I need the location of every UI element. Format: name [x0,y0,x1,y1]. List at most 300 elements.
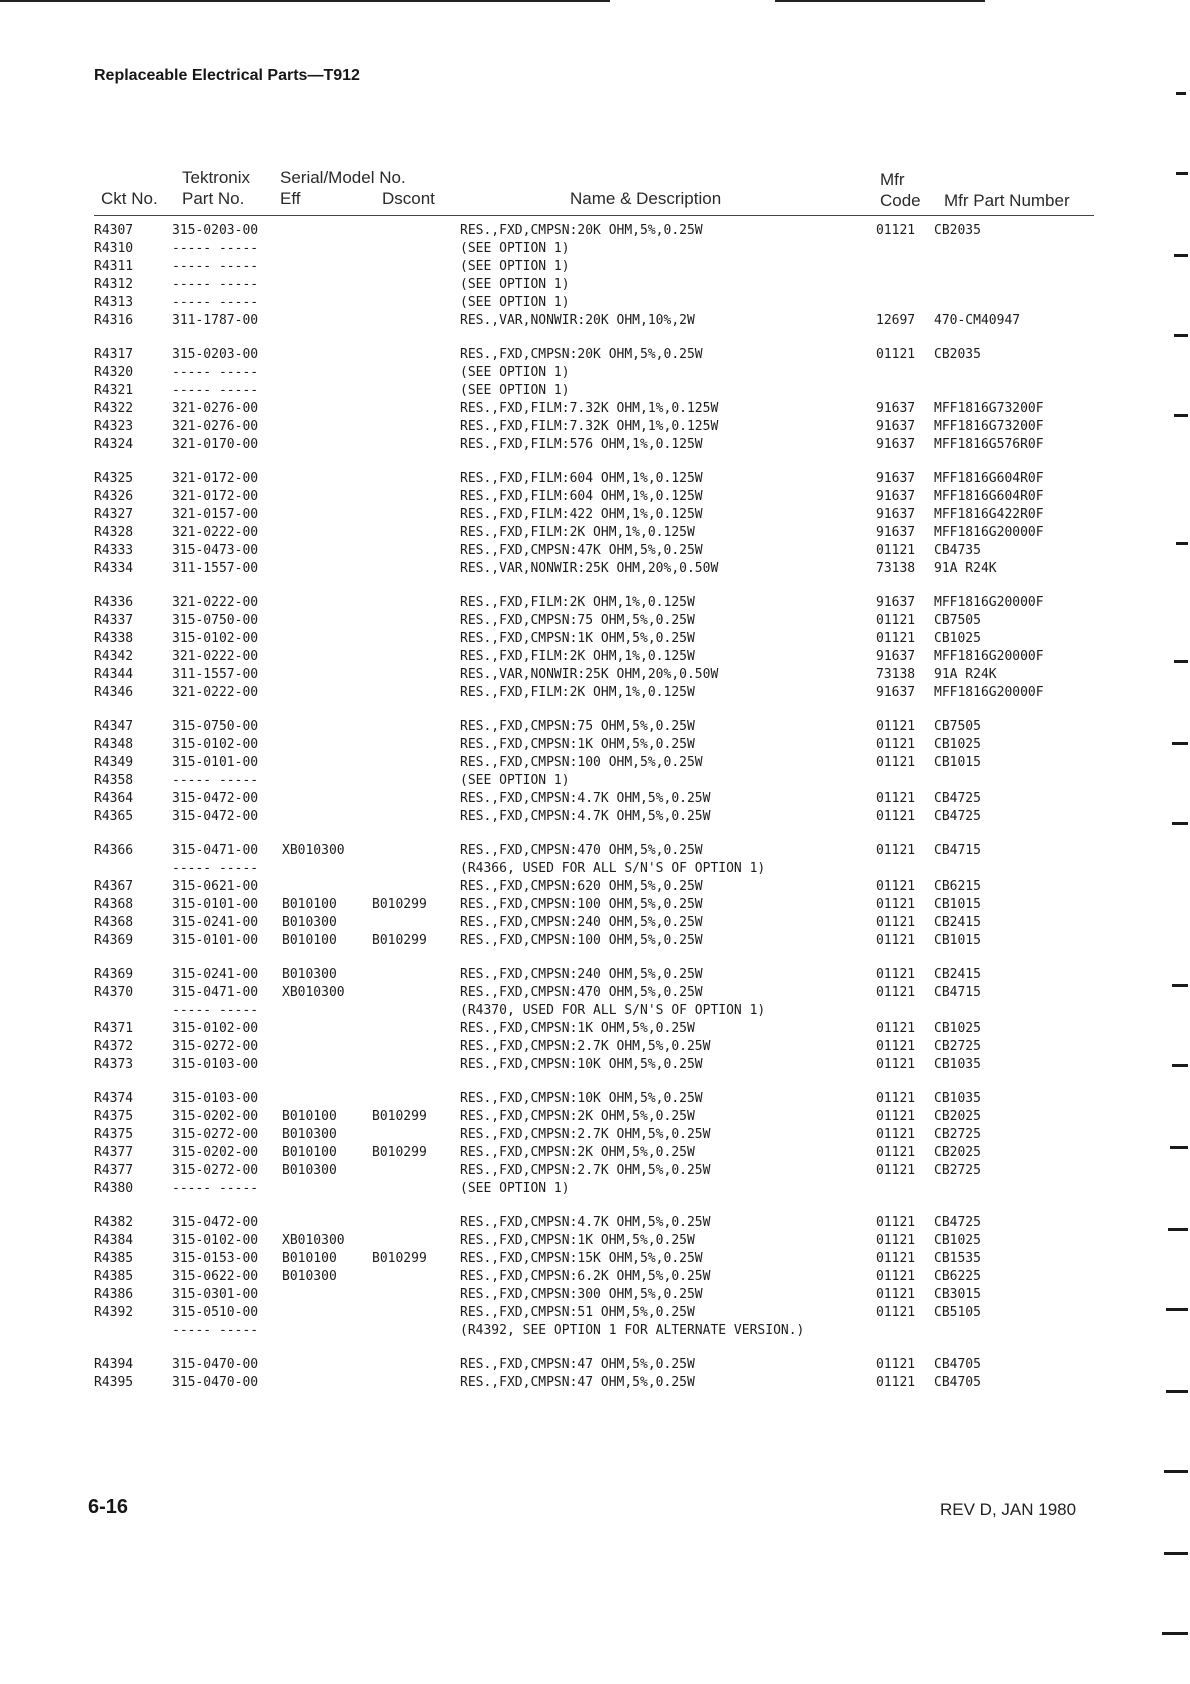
table-row [0,1268,1190,1286]
description: RES.,FXD,CMPSN:620 OHM,5%,0.25W [460,879,703,894]
ckt-no: R4394 [94,1357,134,1372]
table-row [0,932,1190,950]
ckt-no: R4349 [94,755,134,770]
ckt-no: R4328 [94,525,134,540]
description: RES.,FXD,CMPSN:75 OHM,5%,0.25W [460,719,695,734]
table-row [0,808,1190,826]
mfr-part-number: MFF1816G20000F [934,595,1044,610]
table-row [0,1038,1190,1056]
mfr-code: 12697 [876,313,916,328]
table-row [0,1002,1190,1020]
table-row [0,1090,1190,1108]
tek-part-no: 315-0272-00 [172,1127,259,1142]
tek-part-no: 315-0750-00 [172,613,259,628]
description: (SEE OPTION 1) [460,295,570,310]
tek-part-no: 315-0472-00 [172,791,259,806]
mfr-code: 01121 [876,985,916,1000]
mfr-code: 01121 [876,347,916,362]
description: RES.,FXD,CMPSN:2K OHM,5%,0.25W [460,1145,695,1160]
table-row [0,1162,1190,1180]
description: RES.,FXD,CMPSN:100 OHM,5%,0.25W [460,933,703,948]
mfr-code: 01121 [876,1127,916,1142]
ckt-no: R4385 [94,1269,134,1284]
mfr-code: 91637 [876,685,916,700]
tek-part-no: 315-0102-00 [172,1021,259,1036]
table-row [0,860,1190,878]
tek-part-no: 315-0202-00 [172,1145,259,1160]
table-row [0,914,1190,932]
description: (SEE OPTION 1) [460,277,570,292]
mfr-part-number: CB2725 [934,1127,981,1142]
mfr-part-number: MFF1816G422R0F [934,507,1044,522]
tek-part-no: 315-0102-00 [172,737,259,752]
ckt-no: R4386 [94,1287,134,1302]
tek-part-no: 311-1787-00 [172,313,259,328]
description: (SEE OPTION 1) [460,1181,570,1196]
table-row [0,736,1190,754]
mfr-code: 01121 [876,879,916,894]
mfr-code: 01121 [876,1109,916,1124]
description: RES.,FXD,CMPSN:47 OHM,5%,0.25W [460,1375,695,1390]
serial-eff: B010100 [282,897,337,912]
col-mfr-part-number: Mfr Part Number [944,191,1070,210]
table-row [0,984,1190,1002]
table-row [0,506,1190,524]
table-row [0,1374,1190,1392]
mfr-part-number: CB1015 [934,755,981,770]
table-row [0,1214,1190,1232]
tek-part-no: 321-0276-00 [172,419,259,434]
tek-part-no: 315-0471-00 [172,985,259,1000]
mfr-part-number: CB2025 [934,1109,981,1124]
ckt-no: R4321 [94,383,134,398]
mfr-part-number: CB7505 [934,719,981,734]
ckt-no: R4320 [94,365,134,380]
description: RES.,FXD,CMPSN:1K OHM,5%,0.25W [460,1021,695,1036]
tek-part-no: 315-0101-00 [172,933,259,948]
mfr-code: 01121 [876,1057,916,1072]
mfr-part-number: CB2415 [934,967,981,982]
mfr-part-number: CB4725 [934,791,981,806]
mfr-code: 01121 [876,809,916,824]
ckt-no: R4311 [94,259,134,274]
ckt-no: R4323 [94,419,134,434]
col-name-description: Name & Description [570,189,722,208]
mfr-code: 01121 [876,1269,916,1284]
group-spacer [0,330,1190,346]
tek-part-no: 315-0301-00 [172,1287,259,1302]
tek-part-no: 311-1557-00 [172,667,259,682]
ckt-no: R4366 [94,843,134,858]
mfr-part-number: CB4735 [934,543,981,558]
ckt-no: R4364 [94,791,134,806]
mfr-part-number: CB1035 [934,1091,981,1106]
description: RES.,FXD,FILM:7.32K OHM,1%,0.125W [460,401,719,416]
mfr-code: 91637 [876,507,916,522]
mfr-part-number: CB2035 [934,223,981,238]
table-row [0,436,1190,454]
table-row [0,1232,1190,1250]
mfr-code: 01121 [876,1251,916,1266]
mfr-code: 73138 [876,561,916,576]
mfr-part-number: CB1535 [934,1251,981,1266]
mfr-code: 91637 [876,401,916,416]
table-row [0,240,1190,258]
tek-part-no: 321-0170-00 [172,437,259,452]
description: RES.,FXD,CMPSN:47K OHM,5%,0.25W [460,543,703,558]
mfr-code: 01121 [876,737,916,752]
description: (R4366, USED FOR ALL S/N'S OF OPTION 1) [460,861,766,876]
mfr-part-number: MFF1816G73200F [934,401,1044,416]
mfr-code: 01121 [876,791,916,806]
serial-eff: B010100 [282,1145,337,1160]
mfr-code: 91637 [876,489,916,504]
ckt-no: R4313 [94,295,134,310]
tek-part-no: 315-0101-00 [172,755,259,770]
tek-part-no: 315-0471-00 [172,843,259,858]
col-serial-model: Serial/Model No. [280,168,406,187]
tek-part-no: ----- ----- [172,365,259,380]
ckt-no: R4369 [94,967,134,982]
tek-part-no: ----- ----- [172,295,259,310]
mfr-part-number: CB1025 [934,631,981,646]
ckt-no: R4310 [94,241,134,256]
table-row [0,470,1190,488]
table-row [0,1356,1190,1374]
ckt-no: R4334 [94,561,134,576]
tek-part-no: 321-0157-00 [172,507,259,522]
table-row [0,790,1190,808]
ckt-no: R4347 [94,719,134,734]
table-row [0,1250,1190,1268]
table-row [0,878,1190,896]
table-row [0,612,1190,630]
table-row [0,400,1190,418]
table-row [0,488,1190,506]
mfr-part-number: CB4705 [934,1375,981,1390]
serial-eff: B010100 [282,1251,337,1266]
mfr-part-number: 91A R24K [934,667,997,682]
description: RES.,FXD,CMPSN:1K OHM,5%,0.25W [460,737,695,752]
description: RES.,FXD,CMPSN:1K OHM,5%,0.25W [460,631,695,646]
table-row [0,754,1190,772]
ckt-no: R4372 [94,1039,134,1054]
ckt-no: R4368 [94,897,134,912]
table-row [0,560,1190,578]
tek-part-no: 311-1557-00 [172,561,259,576]
mfr-code: 01121 [876,543,916,558]
mfr-code: 01121 [876,1287,916,1302]
description: RES.,FXD,CMPSN:2.7K OHM,5%,0.25W [460,1163,711,1178]
mfr-part-number: MFF1816G604R0F [934,471,1044,486]
mfr-part-number: CB2025 [934,1145,981,1160]
tek-part-no: 321-0172-00 [172,489,259,504]
tek-part-no: 315-0102-00 [172,631,259,646]
tek-part-no: 315-0241-00 [172,967,259,982]
table-row [0,718,1190,736]
mfr-part-number: MFF1816G20000F [934,525,1044,540]
table-row [0,258,1190,276]
col-tektronix: Tektronix [182,168,251,187]
tek-part-no: 315-0750-00 [172,719,259,734]
tek-part-no: 315-0621-00 [172,879,259,894]
description: RES.,FXD,CMPSN:47 OHM,5%,0.25W [460,1357,695,1372]
mfr-code: 01121 [876,613,916,628]
mfr-part-number: CB6215 [934,879,981,894]
ckt-no: R4368 [94,915,134,930]
ckt-no: R4365 [94,809,134,824]
description: RES.,FXD,CMPSN:20K OHM,5%,0.25W [460,223,703,238]
mfr-code: 01121 [876,1091,916,1106]
ckt-no: R4307 [94,223,134,238]
table-row [0,312,1190,330]
header-rule [94,215,1094,216]
mfr-code: 01121 [876,755,916,770]
mfr-code: 01121 [876,915,916,930]
mfr-code: 01121 [876,1357,916,1372]
table-row [0,966,1190,984]
mfr-code: 01121 [876,897,916,912]
tek-part-no: ----- ----- [172,773,259,788]
serial-eff: XB010300 [282,843,345,858]
table-row [0,666,1190,684]
table-row [0,648,1190,666]
description: RES.,VAR,NONWIR:25K OHM,20%,0.50W [460,667,719,682]
mfr-part-number: MFF1816G73200F [934,419,1044,434]
top-border-right [775,0,985,2]
description: RES.,FXD,CMPSN:75 OHM,5%,0.25W [460,613,695,628]
ckt-no: R4358 [94,773,134,788]
mfr-part-number: CB6225 [934,1269,981,1284]
ckt-no: R4344 [94,667,134,682]
serial-dscont: B010299 [372,1109,427,1124]
description: RES.,FXD,FILM:604 OHM,1%,0.125W [460,471,703,486]
description: RES.,FXD,CMPSN:240 OHM,5%,0.25W [460,915,703,930]
mfr-code: 01121 [876,1021,916,1036]
description: RES.,VAR,NONWIR:20K OHM,10%,2W [460,313,695,328]
serial-eff: B010300 [282,1163,337,1178]
ckt-no: R4373 [94,1057,134,1072]
description: (SEE OPTION 1) [460,241,570,256]
table-row [0,1322,1190,1340]
tek-part-no: 321-0222-00 [172,525,259,540]
serial-dscont: B010299 [372,1145,427,1160]
tek-part-no: 315-0272-00 [172,1163,259,1178]
col-dscont: Dscont [382,189,435,208]
tek-part-no: ----- ----- [172,1323,259,1338]
mfr-code: 01121 [876,843,916,858]
description: RES.,FXD,CMPSN:2K OHM,5%,0.25W [460,1109,695,1124]
description: RES.,FXD,FILM:422 OHM,1%,0.125W [460,507,703,522]
mfr-code: 01121 [876,1145,916,1160]
col-code: Code [880,191,921,210]
description: RES.,FXD,CMPSN:10K OHM,5%,0.25W [460,1057,703,1072]
ckt-no: R4337 [94,613,134,628]
description: RES.,FXD,CMPSN:240 OHM,5%,0.25W [460,967,703,982]
col-eff: Eff [280,189,301,208]
serial-dscont: B010299 [372,933,427,948]
mfr-part-number: CB4725 [934,1215,981,1230]
table-row [0,842,1190,860]
ckt-no: R4385 [94,1251,134,1266]
ckt-no: R4375 [94,1127,134,1142]
mfr-part-number: CB4715 [934,843,981,858]
description: RES.,FXD,CMPSN:4.7K OHM,5%,0.25W [460,791,711,806]
tek-part-no: 315-0473-00 [172,543,259,558]
description: RES.,VAR,NONWIR:25K OHM,20%,0.50W [460,561,719,576]
description: RES.,FXD,FILM:2K OHM,1%,0.125W [460,649,695,664]
description: RES.,FXD,CMPSN:470 OHM,5%,0.25W [460,985,703,1000]
mfr-part-number: CB1015 [934,933,981,948]
description: RES.,FXD,CMPSN:4.7K OHM,5%,0.25W [460,809,711,824]
ckt-no: R4370 [94,985,134,1000]
table-row [0,294,1190,312]
mfr-code: 73138 [876,667,916,682]
col-ckt-no: Ckt No. [101,189,158,208]
description: RES.,FXD,FILM:2K OHM,1%,0.125W [460,525,695,540]
mfr-code: 01121 [876,223,916,238]
description: RES.,FXD,CMPSN:100 OHM,5%,0.25W [460,755,703,770]
tek-part-no: 315-0103-00 [172,1057,259,1072]
mfr-part-number: 470-CM40947 [934,313,1021,328]
tek-part-no: 321-0222-00 [172,595,259,610]
description: RES.,FXD,CMPSN:2.7K OHM,5%,0.25W [460,1039,711,1054]
group-spacer [0,578,1190,594]
description: RES.,FXD,FILM:604 OHM,1%,0.125W [460,489,703,504]
ckt-no: R4342 [94,649,134,664]
tek-part-no: 315-0510-00 [172,1305,259,1320]
ckt-no: R4333 [94,543,134,558]
top-border-left [0,0,610,2]
tek-part-no: ----- ----- [172,259,259,274]
mfr-part-number: CB1025 [934,737,981,752]
table-row [0,1126,1190,1144]
description: RES.,FXD,CMPSN:10K OHM,5%,0.25W [460,1091,703,1106]
tek-part-no: ----- ----- [172,861,259,876]
mfr-part-number: MFF1816G20000F [934,685,1044,700]
table-row [0,1108,1190,1126]
description: RES.,FXD,CMPSN:51 OHM,5%,0.25W [460,1305,695,1320]
description: (SEE OPTION 1) [460,365,570,380]
tek-part-no: 315-0103-00 [172,1091,259,1106]
description: RES.,FXD,CMPSN:6.2K OHM,5%,0.25W [460,1269,711,1284]
description: RES.,FXD,CMPSN:100 OHM,5%,0.25W [460,897,703,912]
group-spacer [0,1340,1190,1356]
mfr-code: 01121 [876,1163,916,1178]
ckt-no: R4326 [94,489,134,504]
description: RES.,FXD,FILM:7.32K OHM,1%,0.125W [460,419,719,434]
col-mfr: Mfr [880,170,905,189]
mfr-code: 01121 [876,933,916,948]
table-row [0,222,1190,240]
serial-eff: B010100 [282,1109,337,1124]
tek-part-no: 315-0101-00 [172,897,259,912]
mfr-part-number: CB1035 [934,1057,981,1072]
table-row [0,364,1190,382]
tek-part-no: ----- ----- [172,241,259,256]
table-row [0,896,1190,914]
description: (R4392, SEE OPTION 1 FOR ALTERNATE VERSION.) [460,1323,805,1338]
ckt-no: R4317 [94,347,134,362]
ckt-no: R4327 [94,507,134,522]
table-row [0,346,1190,364]
serial-eff: B010300 [282,1127,337,1142]
tek-part-no: 315-0241-00 [172,915,259,930]
table-row [0,524,1190,542]
description: RES.,FXD,FILM:576 OHM,1%,0.125W [460,437,703,452]
table-row [0,1056,1190,1074]
mfr-code: 01121 [876,967,916,982]
description: RES.,FXD,CMPSN:1K OHM,5%,0.25W [460,1233,695,1248]
group-spacer [0,1074,1190,1090]
tek-part-no: 315-0202-00 [172,1109,259,1124]
mfr-part-number: CB4725 [934,809,981,824]
mfr-code: 01121 [876,1039,916,1054]
description: RES.,FXD,CMPSN:2.7K OHM,5%,0.25W [460,1127,711,1142]
mfr-part-number: CB3015 [934,1287,981,1302]
mfr-code: 01121 [876,631,916,646]
group-spacer [0,826,1190,842]
mfr-code: 01121 [876,1375,916,1390]
mfr-code: 01121 [876,1305,916,1320]
serial-eff: XB010300 [282,1233,345,1248]
ckt-no: R4336 [94,595,134,610]
tek-part-no: ----- ----- [172,1003,259,1018]
description: RES.,FXD,CMPSN:300 OHM,5%,0.25W [460,1287,703,1302]
table-row [0,630,1190,648]
group-spacer [0,1198,1190,1214]
ckt-no: R4371 [94,1021,134,1036]
tek-part-no: 315-0622-00 [172,1269,259,1284]
table-row [0,1286,1190,1304]
group-spacer [0,454,1190,470]
mfr-part-number: MFF1816G20000F [934,649,1044,664]
description: RES.,FXD,CMPSN:470 OHM,5%,0.25W [460,843,703,858]
group-spacer [0,950,1190,966]
tek-part-no: 315-0472-00 [172,1215,259,1230]
serial-dscont: B010299 [372,1251,427,1266]
tek-part-no: 315-0470-00 [172,1357,259,1372]
tek-part-no: 315-0203-00 [172,347,259,362]
col-part-no: Part No. [182,189,245,208]
mfr-part-number: CB4715 [934,985,981,1000]
ckt-no: R4374 [94,1091,134,1106]
mfr-part-number: CB4705 [934,1357,981,1372]
mfr-part-number: MFF1816G604R0F [934,489,1044,504]
ckt-no: R4312 [94,277,134,292]
mfr-part-number: CB1025 [934,1233,981,1248]
mfr-part-number: CB2415 [934,915,981,930]
mfr-code: 91637 [876,437,916,452]
mfr-part-number: CB1025 [934,1021,981,1036]
mfr-part-number: CB2725 [934,1039,981,1054]
mfr-part-number: CB2035 [934,347,981,362]
description: (R4370, USED FOR ALL S/N'S OF OPTION 1) [460,1003,766,1018]
ckt-no: R4384 [94,1233,134,1248]
mfr-part-number: CB7505 [934,613,981,628]
mfr-part-number: MFF1816G576R0F [934,437,1044,452]
page-number: 6-16 [88,1496,129,1518]
serial-eff: B010300 [282,1269,337,1284]
table-row [0,594,1190,612]
tek-part-no: 315-0153-00 [172,1251,259,1266]
mfr-code: 91637 [876,471,916,486]
ckt-no: R4325 [94,471,134,486]
table-row [0,276,1190,294]
tek-part-no: 315-0470-00 [172,1375,259,1390]
mfr-code: 91637 [876,649,916,664]
table-row [0,542,1190,560]
